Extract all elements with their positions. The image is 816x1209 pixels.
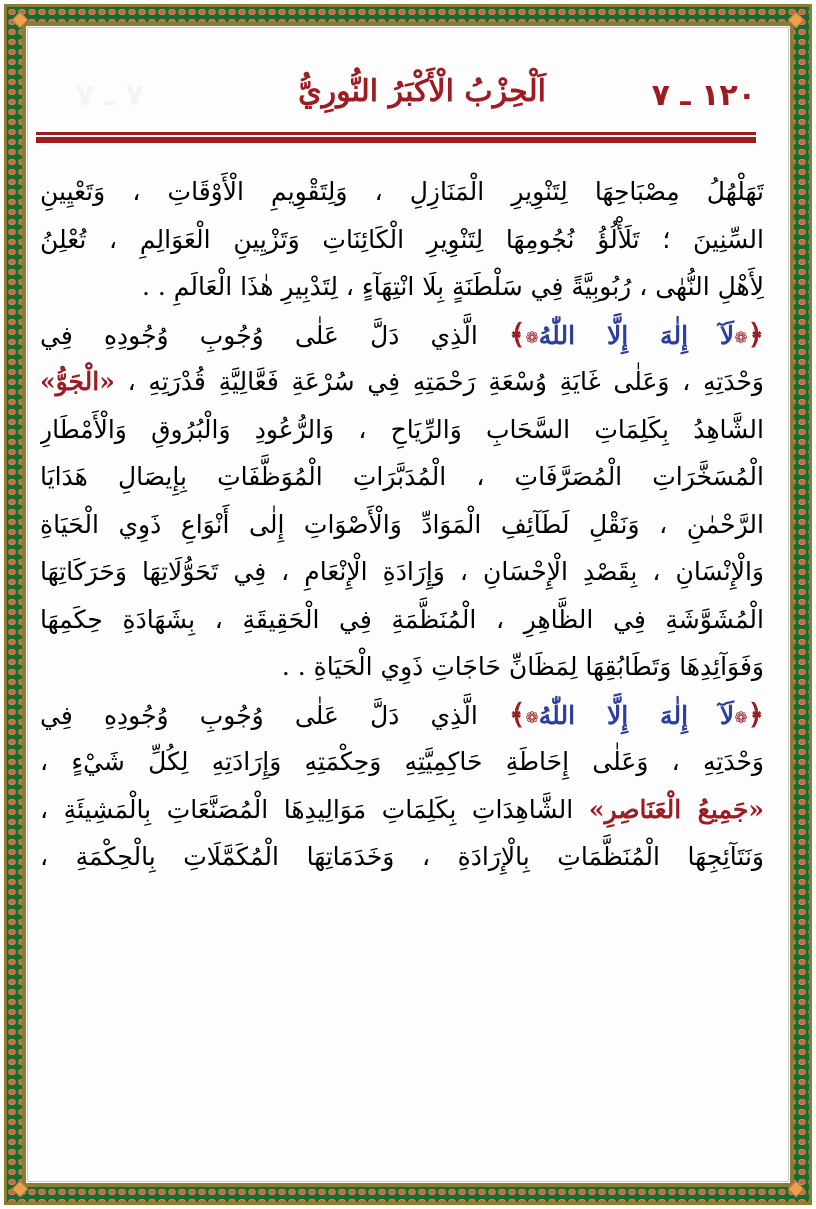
text-line bbox=[40, 691, 764, 739]
text-segment: تَهَلْهُلُ مِصْبَاحِهَا لِتَنْوِيرِ الْمَنَازِلِ ، وَلِتَقْوِيمِ الْأَوْقَاتِ ، وَتَعْيِينِ bbox=[40, 177, 764, 206]
text-segment: وَحْدَتِهِ ، وَعَلٰى إِحَاطَةِ حَاكِمِيَّتِهِ وَحِكْمَتِهِ وَإِرَادَتِهِ لِكُلِّ شَيْءٍ ، bbox=[40, 747, 764, 776]
text-line bbox=[40, 453, 764, 501]
text-segment: وَنَتَآئِجِهَا الْمُنَظَّمَاتِ بِالْإِرَادَةِ ، وَخَدَمَاتِهَا الْمُكَمَّلَاتِ بِالْحِكْمَةِ ، bbox=[40, 842, 764, 871]
page-content bbox=[36, 60, 764, 871]
page-number: ١٢٠ ـ ٧ bbox=[651, 78, 756, 113]
text-segment: لِأَهْلِ النُّهٰى ، رُبُوبِيَّةً فِي سَلْطَنَةٍ بِلَا انْتِهَآءٍ ، لِتَدْبِيرِ هٰذَا الْعَالَمِ . . bbox=[141, 272, 764, 301]
text-line bbox=[40, 596, 764, 644]
text-line bbox=[40, 501, 764, 549]
text-line bbox=[40, 833, 764, 881]
tahlil-text: لَآ إِلٰهَ إِلَّا اللّٰهُ bbox=[538, 700, 735, 730]
text-line bbox=[40, 406, 764, 454]
text-line bbox=[40, 786, 764, 834]
ornamental-bracket-open-icon: ﴿ bbox=[747, 317, 764, 351]
tahlil-text: لَآ إِلٰهَ إِلَّا اللّٰهُ bbox=[538, 320, 735, 350]
text-segment: الْمُسَخَّرَاتِ الْمُصَرَّفَاتِ ، الْمُدَبَّرَاتِ الْمُوَظَّفَاتِ بِإِيصَالِ هَدَايَا bbox=[40, 462, 764, 491]
text-line bbox=[40, 311, 764, 359]
body-text bbox=[40, 168, 764, 881]
header-rule-thin bbox=[36, 132, 756, 135]
text-segment: وَفَوَآئِدِهَا وَتَطَابُقِهَا لِمَظَانِّ حَاجَاتِ ذَوِي الْحَيَاةِ . . bbox=[281, 652, 764, 681]
text-segment: الَّذِي دَلَّ عَلٰى وُجُوبِ وُجُودِهِ فِي bbox=[40, 700, 509, 730]
text-line bbox=[40, 738, 764, 786]
text-segment: الشَّاهِدَاتِ بِكَلِمَاتِ مَوَالِيدِهَا الْمُصَنَّعَاتِ بِالْمَشِيئَةِ ، bbox=[40, 794, 589, 824]
page-title: اَلْحِزْبُ الْأَكْبَرُ النُّورِيُّ bbox=[298, 74, 546, 109]
text-segment: وَحْدَتِهِ ، وَعَلٰى غَايَةِ وُسْعَةِ رَحْمَتِهِ فِي سُرْعَةِ فَعَّالِيَّةِ قُدْرَتِهِ ، bbox=[114, 367, 764, 396]
text-line bbox=[40, 263, 764, 311]
text-line bbox=[40, 216, 764, 264]
text-line bbox=[40, 168, 764, 216]
keyword-highlight: «الْجَوُّ» bbox=[40, 367, 115, 396]
ghost-page-number: ٧ ـ ٧ bbox=[76, 78, 144, 113]
tahlil-phrase bbox=[508, 697, 764, 731]
text-line bbox=[40, 643, 764, 691]
flower-ornament-icon: ❁ bbox=[525, 707, 539, 727]
keyword-highlight: «جَمِيعُ الْعَنَاصِرِ» bbox=[588, 794, 764, 824]
ornamental-bracket-close-icon: ﴾ bbox=[508, 697, 526, 731]
ornamental-bracket-close-icon: ﴾ bbox=[508, 317, 526, 351]
text-line bbox=[40, 548, 764, 596]
text-segment: الَّذِي دَلَّ عَلٰى وُجُوبِ وُجُودِهِ فِي bbox=[40, 320, 509, 350]
page-header bbox=[36, 60, 756, 118]
flower-ornament-icon: ❁ bbox=[525, 327, 539, 347]
text-line bbox=[40, 358, 764, 406]
flower-ornament-icon: ❁ bbox=[734, 327, 748, 347]
text-segment: الشَّاهِدُ بِكَلِمَاتِ السَّحَابِ وَالرِّيَاحِ ، وَالرُّعُودِ وَالْبُرُوقِ وَالْأَمْطَارِ bbox=[40, 414, 764, 444]
text-segment: الرَّحْمٰنِ ، وَنَقْلِ لَطَآئِفِ الْمَوَادِّ وَالْأَصْوَاتِ إِلٰى أَنْوَاعِ ذَوِي الْحَيَاةِ bbox=[40, 509, 764, 539]
header-rule-thick bbox=[36, 137, 756, 143]
ornamental-bracket-open-icon: ﴿ bbox=[747, 697, 764, 731]
text-segment: السِّنِينَ ؛ تَلَأْلُؤُ نُجُومِهَا لِتَنْوِيرِ الْكَائِنَاتِ وَتَزْيِينِ الْعَوَالِمِ ، تُعْلِنُ bbox=[40, 224, 764, 254]
text-segment: وَالْإِنْسَانِ ، بِقَصْدِ الْإِحْسَانِ ، وَإِرَادَةِ الْإِنْعَامِ ، فِي تَحَوُّلَاتِهَا وَحَرَكَاتِهَا bbox=[40, 557, 764, 586]
tahlil-phrase bbox=[508, 317, 764, 351]
flower-ornament-icon: ❁ bbox=[734, 707, 748, 727]
text-segment: الْمُشَوَّشَةِ فِي الظَّاهِرِ ، الْمُنَظَّمَةِ فِي الْحَقِيقَةِ ، بِشَهَادَةِ حِكَمِهَا bbox=[40, 604, 764, 634]
